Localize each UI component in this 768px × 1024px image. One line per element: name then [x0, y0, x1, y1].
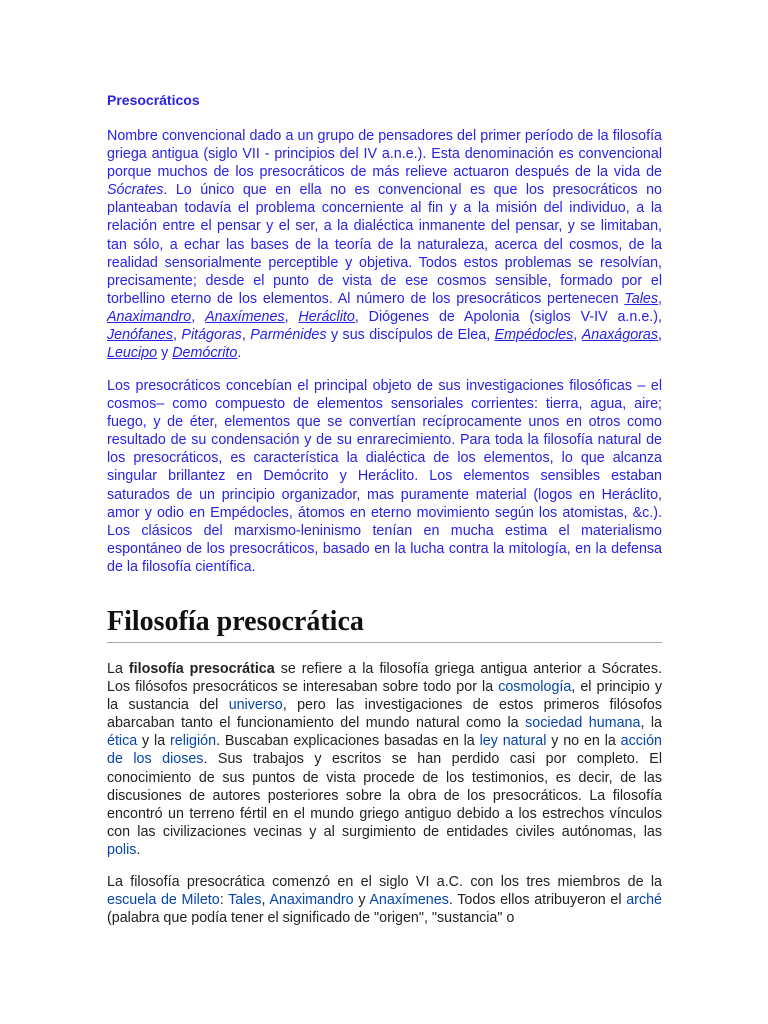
- link-cosmologia[interactable]: cosmología: [498, 679, 572, 696]
- socrates-name: Sócrates: [107, 182, 164, 199]
- link-tales[interactable]: Tales: [624, 290, 659, 307]
- link-anaxagoras[interactable]: Anaxágoras: [581, 327, 659, 344]
- paragraph-filosofia-intro: La filosofía presocrática se refiere a la filosofía griega antigua anterior a Sócrates. Los filósofos presocráticos se interesaban sobre todo por la cosmología, el principio y la sustancia del universo, pero las investigaciones de estos primeros filósofos abarcaban tanto el funcionamiento del mundo natural como la sociedad humana, la ética y la religión. Buscaban explicaciones basadas en la ley natural y no en la acción de los dioses. Sus trabajos y escritos se han perdido casi por completo. El conocimiento de sus puntos de vista procede de los testimonios, es decir, de las discusiones de autores posteriores sobre la obra de los presocráticos. La filosofía encontró un terreno fértil en el mundo griego antiguo debido a los estrechos vínculos con las civilizaciones vecinas y al surgimiento de entidades civiles autónomas, las polis.: [107, 661, 662, 858]
- link-tales-wiki[interactable]: Tales: [228, 892, 262, 909]
- link-empedocles[interactable]: Empédocles: [494, 327, 574, 344]
- link-ley-natural[interactable]: ley natural: [479, 733, 547, 750]
- link-heraclito[interactable]: Heráclito: [298, 308, 355, 325]
- link-anaximenes[interactable]: Anaxímenes: [205, 308, 285, 325]
- link-arche[interactable]: arché: [626, 892, 662, 909]
- bold-term: filosofía presocrática: [128, 661, 275, 677]
- link-etica[interactable]: ética: [107, 733, 138, 750]
- link-religion[interactable]: religión: [169, 733, 217, 750]
- link-anaximandro[interactable]: Anaximandro: [107, 308, 192, 325]
- link-jenofanes[interactable]: Jenófanes: [107, 327, 173, 344]
- paragraph-presocraticos-cosmos: Los presocráticos concebían el principal objeto de sus investigaciones filosóficas – el cosmos– como compuesto de elementos sensoriales corrientes: tierra, agua, aire; fuego, y de éter, elementos que se convertían recíprocamente unos en otros como resultado de su condensación y de su enrarecimiento. Para toda la filosofía natural de los presocráticos, es característica la dialéctica de los elementos, lo que alcanza singular brillantez en Demócrito y Heráclito. Los elementos sensibles estaban saturados de un principio organizador, mas puramente material (logos en Heráclito, amor y odio en Empédocles, átomos en eterno movimiento según los atomistas, &c.). Los clásicos del marxismo-leninismo tenían en mucha estima el materialismo espontáneo de los presocráticos, basado en la lucha contra la mitología, en la defensa de la filosofía científica.: [107, 378, 662, 575]
- paragraph-filosofia-mileto: La filosofía presocrática comenzó en el siglo VI a.C. con los tres miembros de la escuela de Mileto: Tales, Anaximandro y Anaxímenes. Todos ellos atribuyeron el arché (palabra que podía tener el significado de "origen", "sustancia" o: [107, 874, 662, 927]
- section-title: Presocráticos: [107, 92, 200, 108]
- link-universo[interactable]: universo: [228, 697, 283, 714]
- link-anaximandro-wiki[interactable]: Anaximandro: [269, 892, 354, 909]
- link-leucipo[interactable]: Leucipo: [107, 345, 158, 362]
- pitagoras-name: Pitágoras: [181, 327, 242, 344]
- link-democrito[interactable]: Demócrito: [172, 345, 238, 362]
- link-anaximenes-wiki[interactable]: Anaxímenes: [369, 892, 449, 909]
- link-accion-de-los-dioses[interactable]: acción de los dioses: [107, 733, 662, 768]
- article-heading: Filosofía presocrática: [107, 604, 662, 643]
- parmenides-name: Parménides: [250, 327, 327, 344]
- paragraph-presocraticos-intro: Nombre convencional dado a un grupo de pensadores del primer período de la filosofía griega antigua (siglo VII - principios del IV a.n.e.). Esta denominación es convencional porque muchos de los presocráticos de más relieve actuaron después de la vida de Sócrates. Lo único que en ella no es convencional es que los presocráticos no planteaban todavía el problema concerniente al fin y a la misión del individuo, a la relación entre el pensar y el ser, a la dialéctica inmanente del pensar, y se limitaban, tan sólo, a echar las bases de la teoría de la naturaleza, acerca del cosmos, de la realidad sensorialmente perceptible y objetiva. Todos estos problemas se resolvían, precisamente; desde el punto de vista de ese cosmos sensible, formado por el torbellino eterno de los elementos. Al número de los presocráticos pertenecen Tales, Anaximandro, Anaxímenes, Heráclito, Diógenes de Apolonia (siglos V-IV a.n.e.), Jenófanes, Pitágoras, Parménides y sus discípulos de Elea, Empédocles, Anaxágoras, Leucipo y Demócrito.: [107, 128, 663, 362]
- link-polis[interactable]: polis: [107, 841, 137, 858]
- link-sociedad-humana[interactable]: sociedad humana: [525, 715, 641, 732]
- link-escuela-de-mileto[interactable]: escuela de Mileto: [107, 892, 220, 909]
